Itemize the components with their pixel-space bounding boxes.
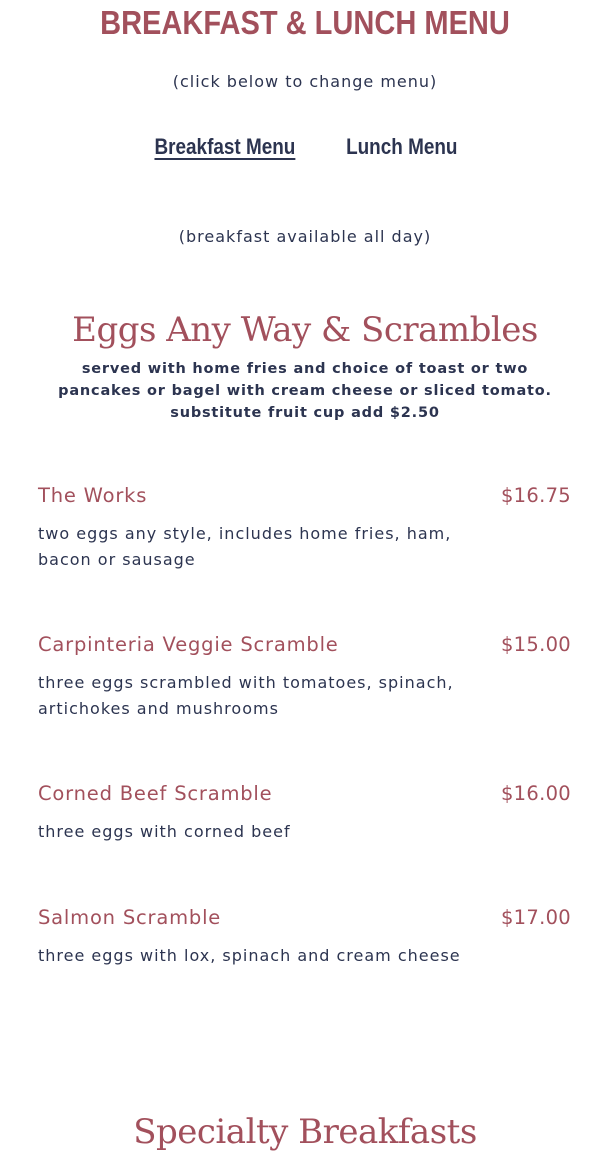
menu-item	[38, 906, 571, 969]
menu-item-description: three eggs with corned beef	[38, 822, 291, 841]
menu-item-price: $16.00	[500, 782, 571, 805]
menu-item-name: Carpinteria Veggie Scramble	[38, 633, 339, 656]
menu-item-name: Salmon Scramble	[38, 906, 222, 929]
change-menu-hint: (click below to change menu)	[172, 72, 438, 91]
menu-item-price: $16.75	[500, 484, 571, 507]
menu-item-price: $15.00	[500, 633, 571, 656]
section-title-specialty: Specialty Breakfasts	[133, 1112, 477, 1152]
tab-breakfast-menu[interactable]: Breakfast Menu	[154, 134, 296, 159]
menu-item-name: The Works	[38, 484, 148, 507]
page-title: BREAKFAST & LUNCH MENU	[100, 4, 510, 41]
menu-tabs	[0, 134, 610, 160]
menu-item-description: two eggs any style, includes home fries, ham, bacon or sausage	[38, 524, 452, 569]
section-description-eggs: served with home fries and choice of toast or two pancakes or bagel with cream cheese or sliced tomato. substitute fruit cup add $2.50	[58, 361, 552, 421]
menu-item-description: three eggs scrambled with tomatoes, spinach, artichokes and mushrooms	[38, 673, 454, 718]
availability-note: (breakfast available all day)	[178, 227, 432, 246]
menu-item	[38, 782, 571, 845]
tab-lunch-menu[interactable]: Lunch Menu	[346, 134, 458, 159]
menu-item-price: $17.00	[500, 906, 571, 929]
menu-item	[38, 633, 571, 722]
menu-item-name: Corned Beef Scramble	[38, 782, 273, 805]
menu-item	[38, 484, 571, 573]
section-title-eggs: Eggs Any Way & Scrambles	[72, 310, 538, 350]
menu-item-description: three eggs with lox, spinach and cream cheese	[38, 946, 461, 965]
